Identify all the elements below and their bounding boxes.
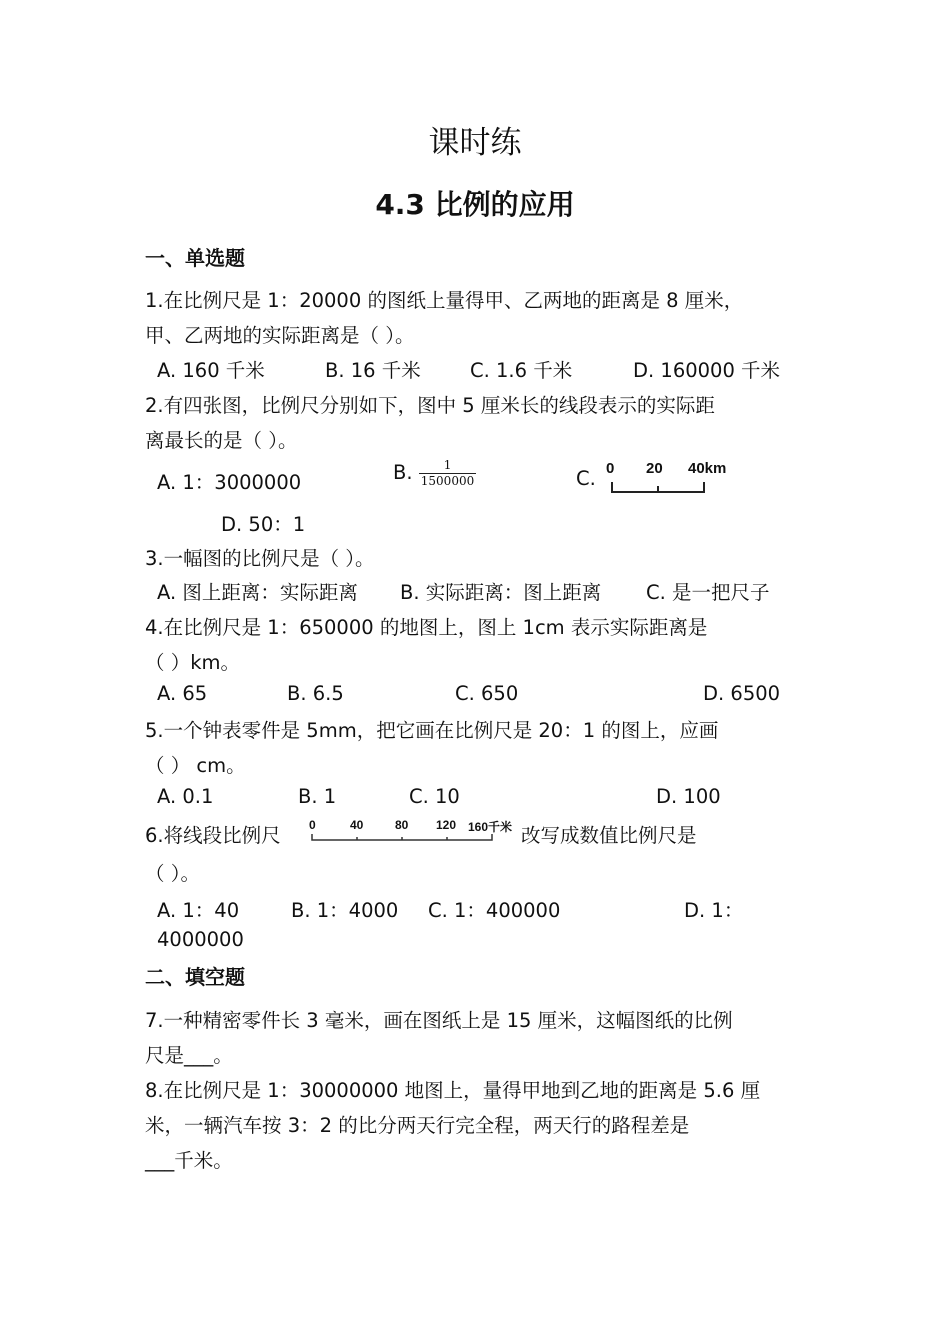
option-b-label: B. [393, 461, 413, 484]
question-5-text-cont: （ ） cm。 [145, 754, 246, 777]
question-6-option-d: D. 1： [684, 899, 744, 922]
question-4-option-c: C. 650 [455, 682, 519, 705]
question-1-option-a: A. 160 千米 [157, 359, 265, 382]
question-2-text-cont: 离最长的是（ ）。 [145, 429, 298, 452]
question-2-option-b [393, 458, 476, 489]
question-1-option-b: B. 16 千米 [325, 359, 421, 382]
question-5-text: 5.一个钟表零件是 5mm，把它画在比例尺是 20：1 的图上，应画 [145, 719, 719, 742]
section-heading-single-choice: 一、单选题 [145, 246, 245, 270]
fraction-numerator: 1 [443, 458, 452, 472]
question-1-text: 1.在比例尺是 1：20000 的图纸上量得甲、乙两地的距离是 8 厘米， [145, 289, 744, 312]
question-2-text: 2.有四张图，比例尺分别如下，图中 5 厘米长的线段表示的实际距 [145, 394, 715, 417]
question-3-option-c: C. 是一把尺子 [646, 581, 770, 604]
fraction-denominator: 1500000 [420, 474, 475, 488]
question-6-text-line2: （ ）。 [145, 862, 200, 885]
question-8-text-cont: 米，一辆汽车按 3：2 的比分两天行完全程，两天行的路程差是 [145, 1114, 690, 1137]
question-3-option-b: B. 实际距离：图上距离 [400, 581, 602, 604]
question-6-line-scale [306, 816, 521, 850]
question-5-option-d: D. 100 [656, 785, 721, 808]
question-7-text: 7.一种精密零件长 3 毫米，画在图纸上是 15 厘米，这幅图纸的比例 [145, 1009, 733, 1032]
question-2-option-d: D. 50：1 [221, 513, 306, 536]
scale-tick-label: 0 [606, 460, 615, 477]
question-6-option-d-cont: 4000000 [157, 928, 244, 951]
question-4-option-d: D. 6500 [703, 682, 781, 705]
scale-tick-label: 120 [436, 818, 457, 832]
scale-bar [604, 478, 714, 496]
section-heading-fill-in: 二、填空题 [145, 965, 245, 989]
question-6-text: 6.将线段比例尺 [145, 824, 281, 847]
question-6-option-a: A. 1：40 [157, 899, 240, 922]
question-8-text-line3: ___千米。 [145, 1149, 233, 1172]
question-6-option-b: B. 1：4000 [291, 899, 399, 922]
page-title: 课时练 [428, 125, 522, 161]
question-5-option-b: B. 1 [298, 785, 337, 808]
question-7-text-cont: 尺是___。 [145, 1044, 233, 1067]
question-4-option-a: A. 65 [157, 682, 208, 705]
question-1-option-d: D. 160000 千米 [633, 359, 781, 382]
scale-tick-label: 20 [646, 460, 663, 477]
scale-bar [306, 832, 506, 844]
question-2-line-scale [604, 460, 744, 500]
question-5-option-c: C. 10 [409, 785, 460, 808]
scale-tick-label: 80 [395, 818, 409, 832]
question-6-text-cont: 改写成数值比例尺是 [521, 824, 697, 847]
question-4-text: 4.在比例尺是 1：650000 的地图上，图上 1cm 表示实际距离是 [145, 616, 708, 639]
scale-tick-label: 160千米 [468, 820, 513, 834]
page-subtitle: 4.3 比例的应用 [375, 188, 575, 221]
question-4-option-b: B. 6.5 [287, 682, 344, 705]
scale-tick-label: 0 [309, 818, 316, 832]
question-3-text: 3.一幅图的比例尺是（ ）。 [145, 547, 375, 570]
scale-tick-label: 40 [350, 818, 364, 832]
question-1-text-cont: 甲、乙两地的实际距离是（ ）。 [145, 324, 415, 347]
question-4-text-cont: （ ）km。 [145, 651, 240, 674]
question-1-option-c: C. 1.6 千米 [470, 359, 573, 382]
question-8-text: 8.在比例尺是 1：30000000 地图上，量得甲地到乙地的距离是 5.6 厘 [145, 1079, 761, 1102]
question-5-option-a: A. 0.1 [157, 785, 214, 808]
question-6-option-c: C. 1：400000 [428, 899, 561, 922]
scale-tick-label: 40km [688, 460, 727, 477]
question-2-option-a: A. 1：3000000 [157, 471, 302, 494]
question-2-option-c-label: C. [576, 467, 596, 490]
question-3-option-a: A. 图上距离：实际距离 [157, 581, 358, 604]
fraction-scale [419, 458, 476, 489]
